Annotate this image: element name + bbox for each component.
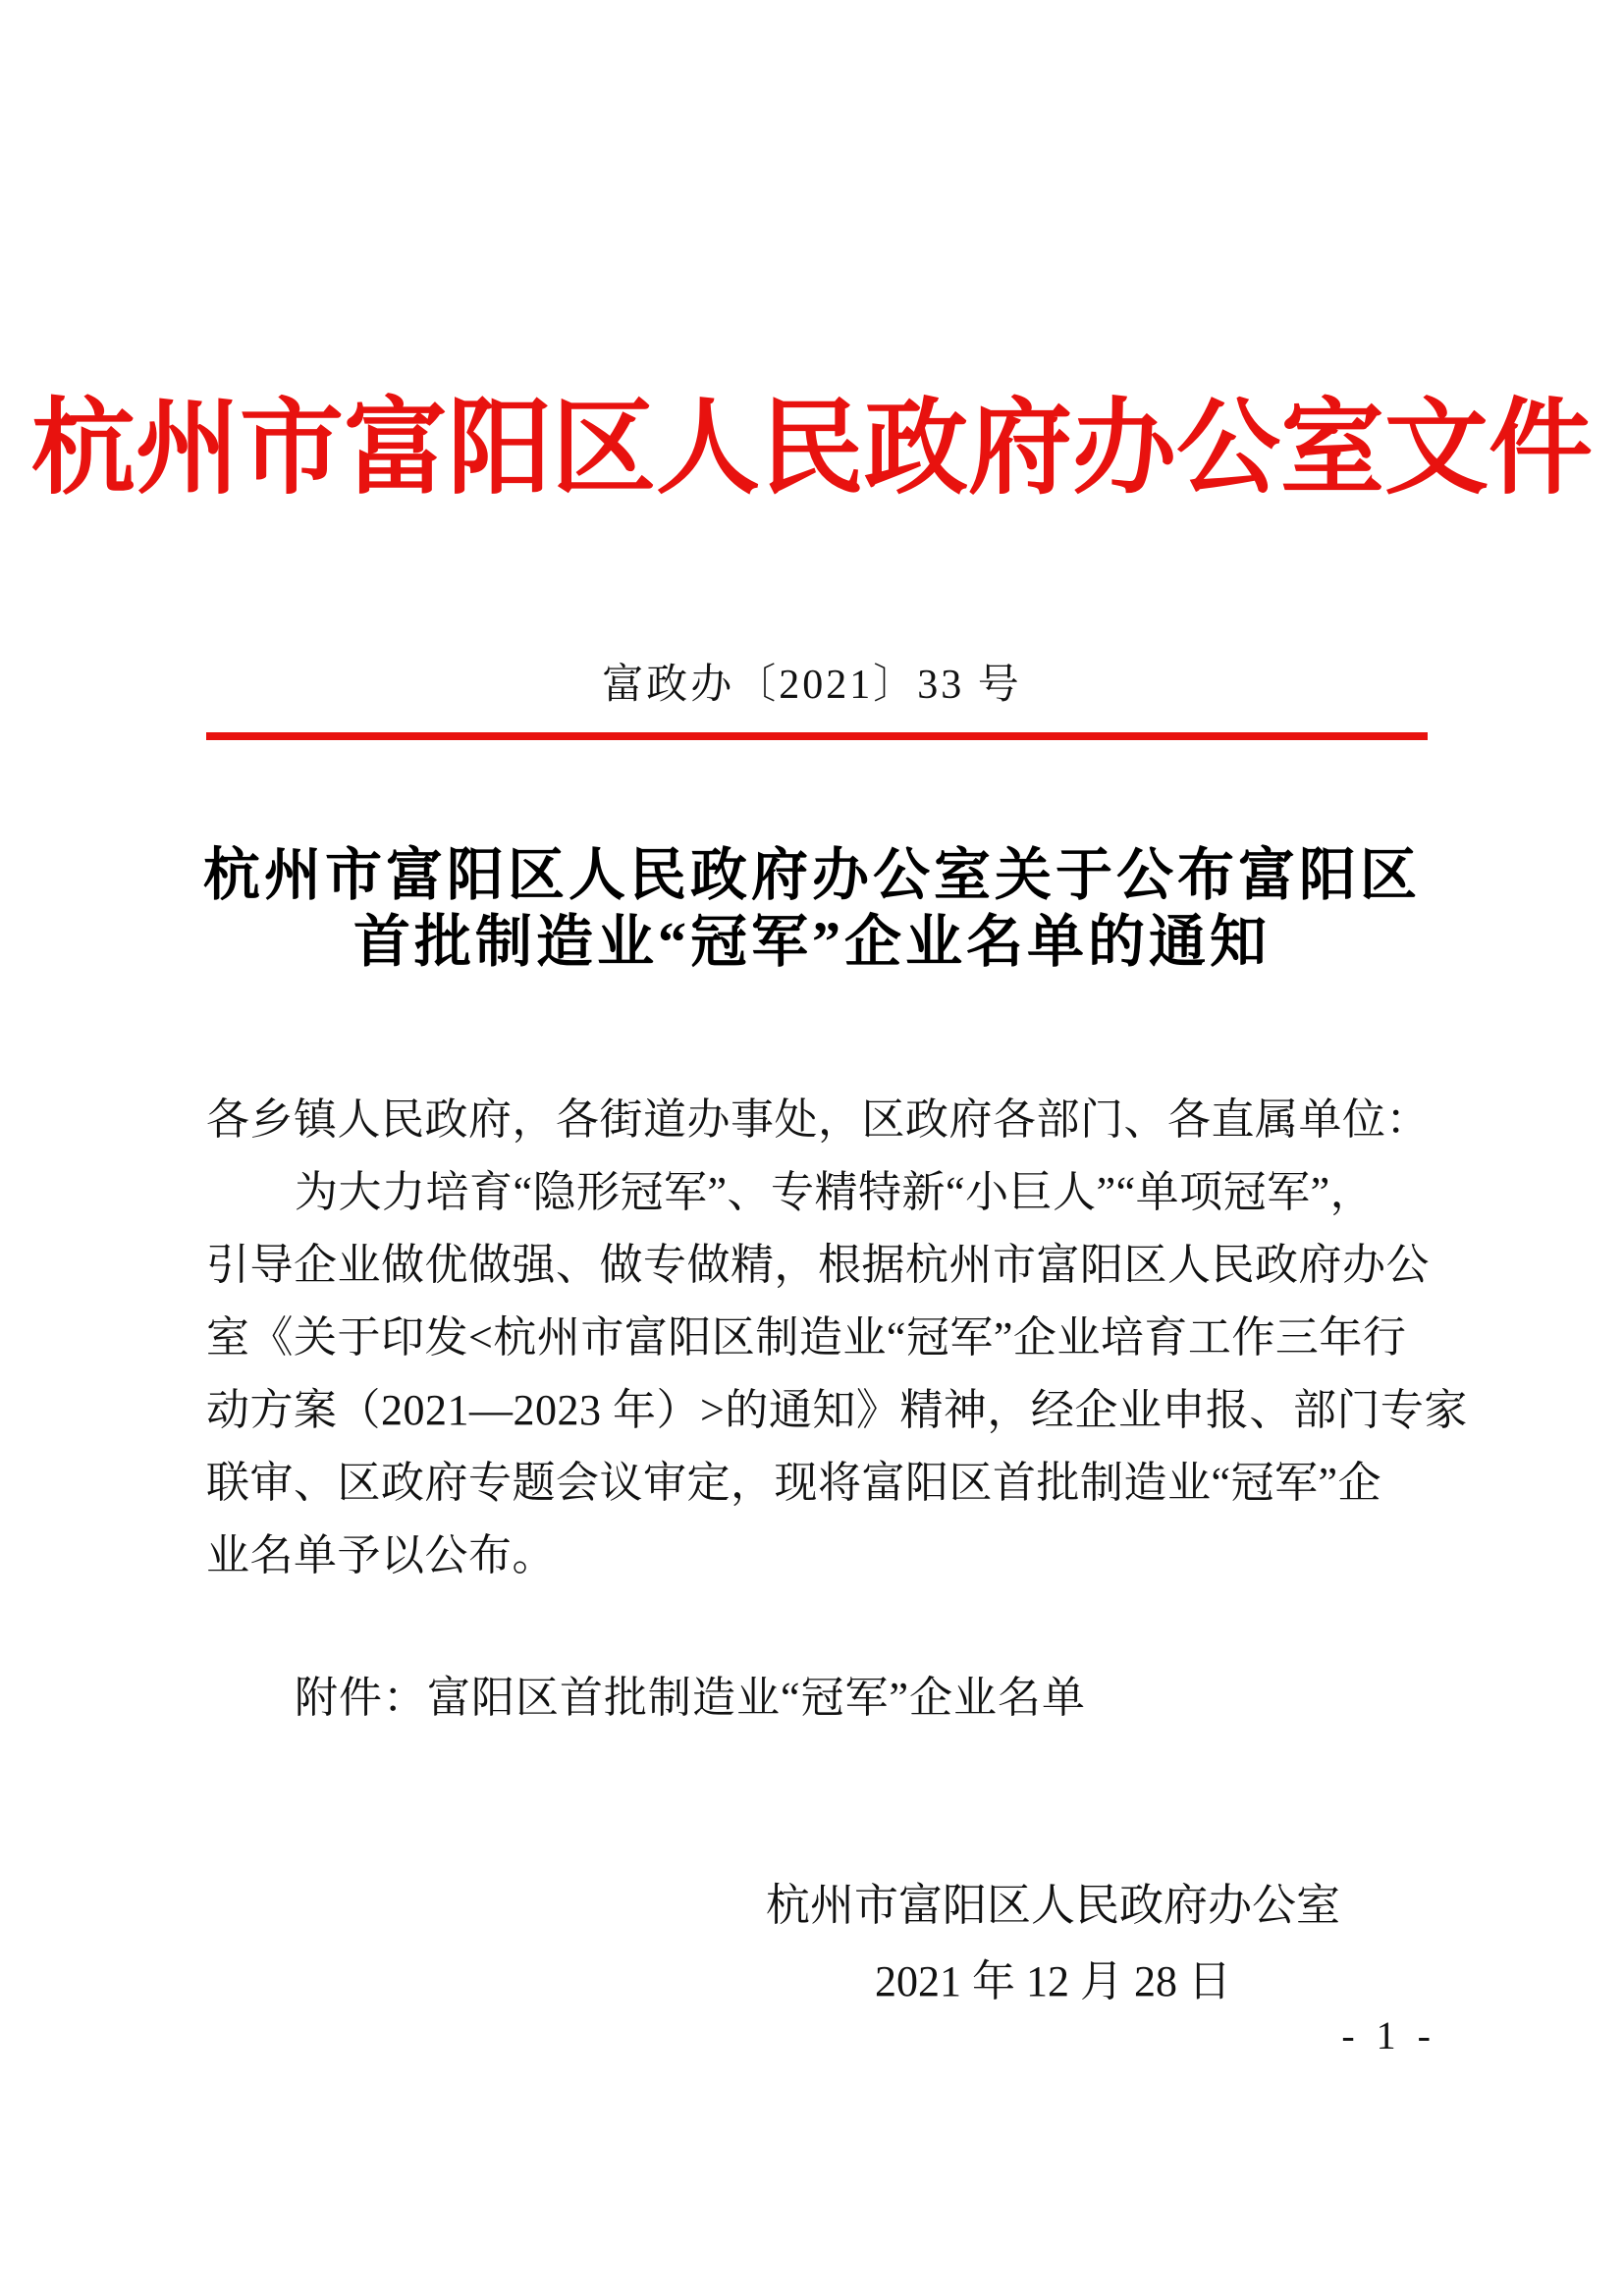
body-line: 业名单予以公布。 [206, 1531, 556, 1579]
signature-date: 2021 年 12 月 28 日 [874, 1957, 1231, 2005]
body-line: 引导企业做优做强、做专做精，根据杭州市富阳区人民政府办公 [206, 1241, 1430, 1289]
notice-title-line-1: 杭州市富阳区人民政府办公室关于公布富阳区 [202, 843, 1421, 907]
notice-body [206, 1084, 1468, 1592]
document-number: 富政办〔2021〕33 号 [602, 663, 1022, 708]
page-number: - 1 - [1341, 2013, 1436, 2057]
body-line: 为大力培育“隐形冠军”、专精特新“小巨人”“单项冠军”， [295, 1168, 1375, 1216]
body-line: 动方案（2021—2023 年）>的通知》精神，经企业申报、部门专家 [206, 1386, 1468, 1434]
attachment-line: 附件：富阳区首批制造业“冠军”企业名单 [295, 1674, 1087, 1722]
body-line-salutation: 各乡镇人民政府，各街道办事处，区政府各部门、各直属单位： [206, 1095, 1430, 1144]
red-divider-line [206, 732, 1428, 740]
notice-title-line-2: 首批制造业“冠军”企业名单的通知 [352, 910, 1271, 974]
signature-block [766, 1867, 1340, 2020]
body-line: 室《关于印发<杭州市富阳区制造业“冠军”企业培育工作三年行 [206, 1313, 1407, 1362]
body-line: 联审、区政府专题会议审定，现将富阳区首批制造业“冠军”企 [206, 1459, 1382, 1507]
notice-title [0, 842, 1624, 976]
signature-organization: 杭州市富阳区人民政府办公室 [765, 1881, 1340, 1930]
letterhead-title: 杭州市富阳区人民政府办公室文件 [31, 392, 1593, 507]
